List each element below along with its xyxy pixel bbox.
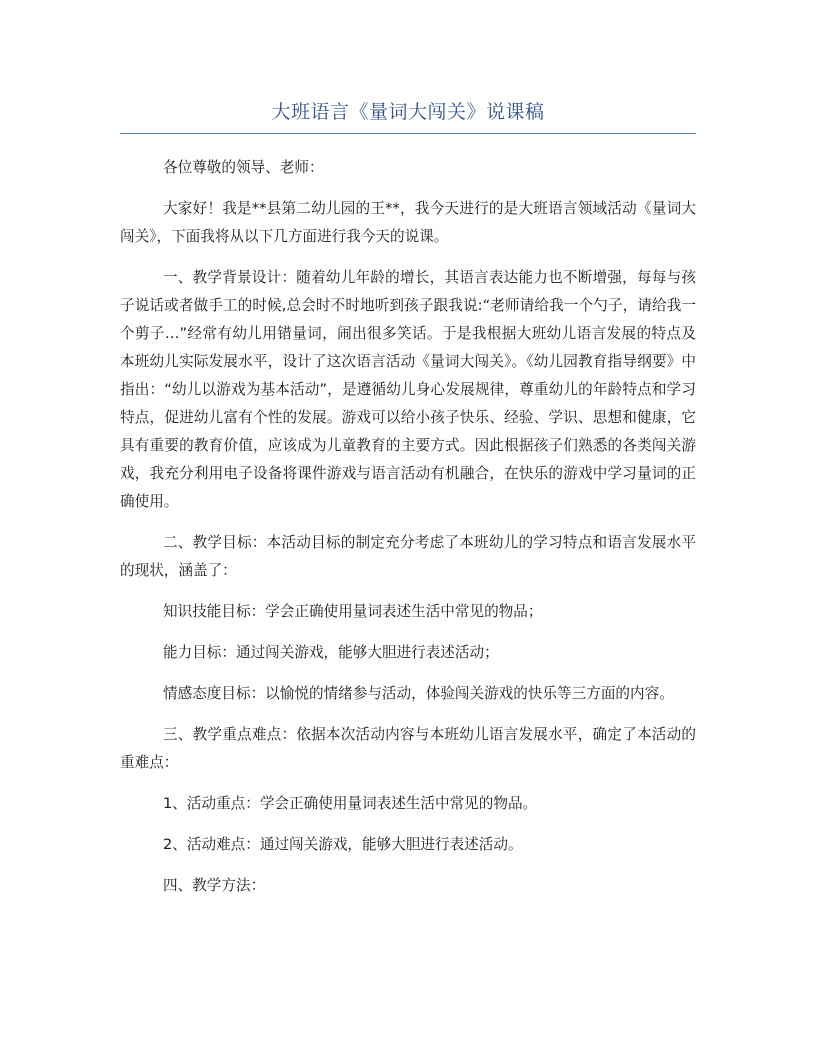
title-divider xyxy=(120,133,696,134)
paragraph-knowledge-goal: 知识技能目标：学会正确使用量词表述生活中常见的物品； xyxy=(163,603,543,620)
paragraph-ability-goal: 能力目标：通过闯关游戏，能够大胆进行表述活动； xyxy=(163,644,499,661)
document-title: 大班语言《量词大闯关》说课稿 xyxy=(271,101,545,123)
document-body xyxy=(120,154,696,913)
paragraph-key-difficulties: 三、教学重点难点：依据本次活动内容与本班幼儿语言发展水平，确定了本活动的重难点： xyxy=(120,726,696,771)
paragraph-attitude-goal: 情感态度目标：以愉悦的情绪参与活动，体验闯关游戏的快乐等三方面的内容。 xyxy=(163,685,674,702)
paragraph-objectives: 二、教学目标：本活动目标的制定充分考虑了本班幼儿的学习特点和语言发展水平的现状，涵盖了： xyxy=(120,534,696,579)
paragraph-methods: 四、教学方法： xyxy=(163,877,266,894)
paragraph-intro: 大家好！我是**县第二幼儿园的王**，我今天进行的是大班语言领域活动《量词大闯关》，下面我将从以下几方面进行我今天的说课。 xyxy=(120,200,696,245)
paragraph-background: 一、教学背景设计：随着幼儿年龄的增长，其语言表达能力也不断增强，每每与孩子说话或者做手工的时候,总会时不时地听到孩子跟我说:“老师请给我一个勺子，请给我一个剪子…”经常有幼儿用错量词，闹出很多笑话。于是我根据大班幼儿语言发展的特点及本班幼儿实际发展水平，设计了这次语言活动《量词大闯关》。《幼儿园教育指导纲要》中指出：“幼儿以游戏为基本活动”，是遵循幼儿身心发展规律，尊重幼儿的年龄特点和学习特点，促进幼儿富有个性的发展。游戏可以给小孩子快乐、经验、学识、思想和健康，它具有重要的教育价值，应该成为儿童教育的主要方式。因此根据孩子们熟悉的各类闯关游戏，我充分利用电子设备将课件游戏与语言活动有机融合，在快乐的游戏中学习量词的正确使用。 xyxy=(120,269,696,510)
paragraph-greeting: 各位尊敬的领导、老师： xyxy=(163,159,324,176)
paragraph-key-point: 1、活动重点：学会正确使用量词表述生活中常见的物品。 xyxy=(163,795,538,812)
paragraph-difficulty: 2、活动难点：通过闯关游戏，能够大胆进行表述活动。 xyxy=(163,836,523,853)
